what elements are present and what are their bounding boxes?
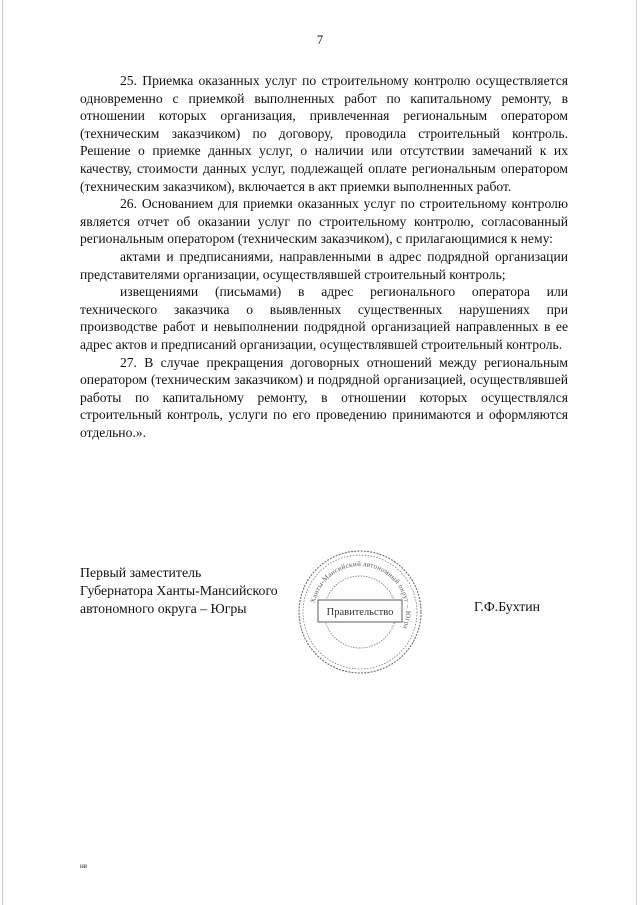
footnote-initials: нв — [80, 862, 88, 870]
paragraph-25: 25. Приемка оказанных услуг по строительному контролю осуществляется одновременно с приемкой выполненных работ по капитальному ремонту, в отношении которых организация, привлеченная региональным оператором (техническим заказчиком) по договору, проводила строительный контроль. Решение о приемке данных услуг, о наличии или отсутствии замечаний к их качеству, стоимости данных услуг, подлежащей оплате региональным оператором (техническим заказчиком), включается в акт приемки выполненных работ. — [80, 73, 568, 194]
signatory-name: Г.Ф.Бухтин — [474, 599, 541, 614]
page-left-edge — [2, 0, 3, 905]
page-number: 7 — [316, 33, 324, 47]
signatory-position — [80, 564, 278, 617]
paragraph-acts: актами и предписаниями, направленными в адрес подрядной организации представителями организации, осуществлявшей строительный контроль; — [80, 248, 568, 282]
seal-ring-text: Ханты-Мансийский автономный округ – Югра — [308, 559, 413, 631]
document-body — [80, 72, 568, 441]
paragraph-26: 26. Основанием для приемки оказанных услуг по строительному контролю является отчет об оказании услуг по строительному контролю, согласованный региональным оператором (техническим заказчиком), с прилагающимися к нему: — [80, 196, 568, 247]
position-line-2: Губернатора Ханты-Мансийского — [80, 582, 278, 598]
page-right-edge — [636, 0, 637, 905]
paragraph-27: 27. В случае прекращения договорных отношений между региональным оператором (техническим заказчиком) и подрядной организацией, осуществлявшей работы по капитальному ремонту, в отношении которых осуществлялся строительный контроль, услуги по его проведению принимаются и оформляются отдельно.». — [80, 354, 568, 440]
paragraph-notices: извещениями (письмами) в адрес регионального оператора или технического заказчика о выявленных существенных нарушениях при производстве работ и невыполнении подрядной организацией направленных в ее адрес актов и предписаний организации, осуществлявшей строительный контроль. — [80, 284, 568, 352]
position-line-1: Первый заместитель — [80, 565, 202, 580]
position-line-3: автономного округа – Югры — [80, 600, 247, 616]
government-seal — [296, 548, 424, 676]
seal-center-text: Правительство — [326, 607, 394, 618]
